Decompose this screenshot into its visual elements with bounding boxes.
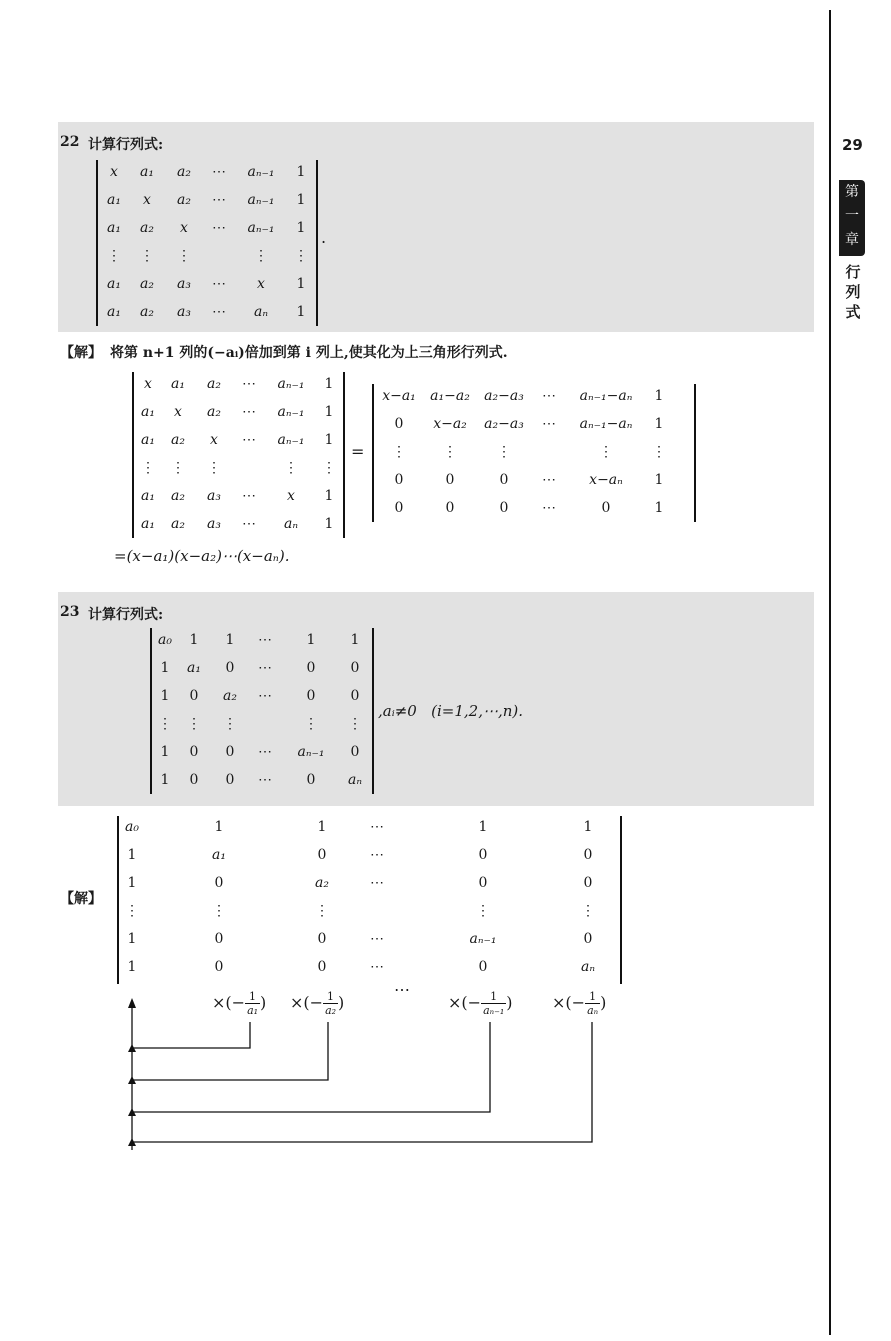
matrix-cell: a₁ [107,192,121,208]
matrix-cell: ⋮ [294,248,308,264]
matrix-cell: a₂ [177,192,191,208]
matrix-cell: a₀ [125,819,139,835]
multiplier-n-1: ×(− $\frac{1}{\text{aₙ₋₁}}$ ) [448,990,513,1017]
matrix-cell: a₁ [187,660,201,676]
matrix-cell: 0 [225,660,235,676]
matrix-cell: aₙ [283,516,299,532]
arrow-line-1 [132,1022,250,1048]
matrix-cell: 1 [127,931,137,947]
matrix-cell: ⋮ [254,248,268,264]
matrix-cell: ⋮ [187,716,201,732]
q23-prompt: 计算行列式: [88,607,164,623]
matrix-cell: a₁ [107,304,121,320]
matrix-cell: ⋯ [258,660,272,676]
matrix-cell: a₂ [315,875,329,891]
matrix-cell: 0 [583,847,593,863]
matrix-cell: x−aₙ [589,472,623,488]
matrix-cell: a₁ [141,488,155,504]
matrix-cell: a₃ [177,276,191,292]
q23-solution-tag: 【解】 [60,891,102,907]
matrix-cell: ⋯ [370,931,384,947]
chapter-char: 章 [845,232,859,248]
matrix-cell: 0 [445,472,455,488]
matrix-cell: ⋮ [476,903,490,919]
matrix-cell: aₙ₋₁ [247,220,275,236]
matrix-cell: 0 [225,772,235,788]
matrix-cell: a₂ [207,376,221,392]
q22-end-mark: . [321,228,327,247]
page-number: 29 [842,136,863,154]
matrix-cell: 1 [654,472,664,488]
matrix-cell: 1 [350,632,360,648]
matrix-cell: a₂ [171,516,185,532]
matrix-cell: 1 [654,416,664,432]
matrix-cell: ⋮ [599,444,613,460]
matrix-cell: 1 [324,404,334,420]
matrix-cell: 0 [499,472,509,488]
matrix-cell: ⋯ [370,875,384,891]
matrix-cell: 0 [478,847,488,863]
matrix-cell: 0 [445,500,455,516]
matrix-cell: 1 [296,220,306,236]
matrix-cell: a₂−a₃ [484,416,524,432]
matrix-cell: a₂−a₃ [484,388,524,404]
matrix-cell: 0 [394,416,404,432]
matrix-cell: ⋯ [542,388,556,404]
matrix-cell: a₃ [177,304,191,320]
matrix-cell: 1 [225,632,235,648]
matrix-cell: a₂ [140,304,154,320]
matrix-cell: ⋮ [322,460,336,476]
q22-prompt: 计算行列式: [88,137,164,153]
title-char: 行 [845,263,861,281]
matrix-cell: ⋯ [212,192,226,208]
matrix-cell: 0 [601,500,611,516]
matrix-cell: ⋯ [542,416,556,432]
matrix-cell: ⋮ [212,903,226,919]
matrix-cell: aₙ₋₁−aₙ [579,416,633,432]
matrix-cell: 0 [583,875,593,891]
matrix-cell: 0 [225,744,235,760]
matrix-cell: ⋯ [258,772,272,788]
matrix-cell: a₃ [207,488,221,504]
matrix-cell: 0 [214,875,224,891]
multiplier-n: ×(− $\frac{1}{\text{aₙ}}$ ) [552,990,607,1017]
matrix-cell: a₀ [158,632,172,648]
matrix-cell: 1 [160,744,170,760]
matrix-cell: 0 [317,847,327,863]
matrix-cell: 1 [317,819,327,835]
matrix-cell: ⋮ [125,903,139,919]
matrix-cell: a₂ [140,276,154,292]
q22-solution-text: 将第 n+1 列的(−aᵢ)倍加到第 i 列上,使其化为上三角形行列式. [110,345,508,361]
matrix-cell: ⋯ [258,688,272,704]
matrix-cell: ⋮ [652,444,666,460]
matrix-cell: a₁ [212,847,226,863]
matrix-cell: x−a₂ [433,416,467,432]
matrix-cell: aₙ₋₁ [247,164,275,180]
matrix-cell: ⋯ [242,376,256,392]
matrix-cell: aₙ [580,959,596,975]
matrix-cell: 1 [296,164,306,180]
matrix-cell: 0 [189,688,199,704]
matrix-cell: aₙ₋₁ [277,376,305,392]
matrix-cell: aₙ₋₁ [277,432,305,448]
matrix-cell: x [143,192,151,208]
q22-result: =(x−a₁)(x−a₂)⋯(x−aₙ). [114,547,290,565]
matrix-cell: x [210,432,218,448]
matrix-cell: 0 [306,660,316,676]
arrow-line-4 [132,1022,592,1142]
matrix-cell: ⋮ [392,444,406,460]
matrix-cell: 1 [296,304,306,320]
matrix-cell: ⋮ [107,248,121,264]
matrix-cell: 1 [160,688,170,704]
matrix-cell: 1 [324,516,334,532]
matrix-cell: ⋮ [140,248,154,264]
matrix-cell: ⋮ [207,460,221,476]
matrix-cell: aₙ [253,304,269,320]
matrix-cell: x [180,220,188,236]
matrix-cell: ⋮ [284,460,298,476]
matrix-cell: 1 [160,660,170,676]
matrix-cell: a₁ [107,220,121,236]
matrix-cell: ⋮ [497,444,511,460]
matrix-cell: ⋯ [370,959,384,975]
multiplier-1: ×(− $\frac{1}{\text{a₁}}$ ) [212,990,267,1017]
matrix-cell: ⋮ [177,248,191,264]
q22-solution-tag: 【解】 [60,345,102,361]
matrix-cell: a₁ [171,376,185,392]
matrix-cell: 1 [127,959,137,975]
matrix-cell: x [257,276,265,292]
matrix-cell: a₁ [141,404,155,420]
matrix-cell: 0 [214,931,224,947]
q23-condition: ,aᵢ≠0 (i=1,2,⋯,n). [378,702,524,720]
title-char: 式 [845,303,861,321]
matrix-cell: ⋯ [242,404,256,420]
matrix-cell: 1 [296,276,306,292]
matrix-cell: 0 [478,875,488,891]
title-char: 列 [845,283,861,301]
matrix-cell: 0 [350,744,360,760]
matrix-cell: aₙ₋₁ [247,192,275,208]
matrix-cell: ⋯ [258,744,272,760]
matrix-cell: a₂ [171,432,185,448]
matrix-cell: ⋮ [443,444,457,460]
matrix-cell: a₂ [207,404,221,420]
chapter-char: 一 [845,208,859,224]
q22-number: 22 [60,134,80,150]
matrix-cell: ⋮ [315,903,329,919]
matrix-cell: ⋯ [242,432,256,448]
matrix-cell: ⋯ [542,500,556,516]
matrix-cell: 1 [324,432,334,448]
matrix-cell: 1 [324,376,334,392]
matrix-cell: 0 [499,500,509,516]
matrix-cell: 0 [306,772,316,788]
matrix-cell: ⋯ [542,472,556,488]
multiplier-ellipsis: ⋯ [394,980,410,999]
matrix-cell: ⋮ [348,716,362,732]
matrix-cell: ⋯ [258,632,272,648]
matrix-cell: 1 [296,192,306,208]
matrix-cell: 1 [214,819,224,835]
matrix-cell: ⋯ [242,488,256,504]
matrix-cell: aₙ₋₁ [277,404,305,420]
matrix-cell: ⋮ [304,716,318,732]
matrix-cell: ⋯ [370,819,384,835]
matrix-cell: 0 [317,959,327,975]
matrix-cell: ⋯ [212,276,226,292]
matrix-cell: 0 [478,959,488,975]
multiplier-2: ×(− $\frac{1}{\text{a₂}}$ ) [290,990,345,1017]
matrix-cell: ⋯ [370,847,384,863]
arrow-line-3 [132,1022,490,1112]
matrix-cell: x [287,488,295,504]
matrix-cell: 0 [394,472,404,488]
matrix-cell: x [174,404,182,420]
matrix-cell: ⋯ [212,164,226,180]
matrix-cell: 1 [189,632,199,648]
matrix-cell: ⋯ [242,516,256,532]
matrix-cell: a₁ [107,276,121,292]
matrix-cell: ⋯ [212,304,226,320]
matrix-cell: 0 [317,931,327,947]
matrix-cell: aₙ₋₁−aₙ [579,388,633,404]
arrow-head-top [128,998,136,1008]
q23-number: 23 [60,604,80,620]
matrix-cell: a₂ [223,688,237,704]
matrix-cell: ⋯ [212,220,226,236]
matrix-cell: x [144,376,152,392]
matrix-cell: 0 [350,660,360,676]
matrix-cell: a₃ [207,516,221,532]
matrix-cell: 1 [583,819,593,835]
matrix-cell: 0 [189,772,199,788]
matrix-cell: 1 [654,388,664,404]
matrix-cell: a₂ [177,164,191,180]
chapter-char: 第 [845,184,859,200]
q22-equals: = [351,442,365,461]
matrix-cell: ⋮ [171,460,185,476]
matrix-cell: 1 [127,847,137,863]
matrix-cell: aₙ₋₁ [297,744,325,760]
matrix-cell: 1 [160,772,170,788]
matrix-cell: 0 [306,688,316,704]
matrix-cell: a₁ [141,432,155,448]
matrix-cell: 0 [214,959,224,975]
matrix-cell: a₂ [171,488,185,504]
matrix-cell: aₙ [347,772,363,788]
matrix-cell: x [110,164,118,180]
matrix-cell: 1 [654,500,664,516]
matrix-cell: a₁ [141,516,155,532]
matrix-cell: 0 [394,500,404,516]
matrix-cell: 1 [324,488,334,504]
matrix-cell: 0 [189,744,199,760]
matrix-cell: aₙ₋₁ [469,931,497,947]
arrow-line-2 [132,1022,328,1080]
matrix-cell: 1 [127,875,137,891]
matrix-cell: 0 [350,688,360,704]
matrix-cell: x−a₁ [382,388,416,404]
matrix-cell: ⋮ [158,716,172,732]
matrix-cell: a₂ [140,220,154,236]
matrix-cell: 1 [306,632,316,648]
matrix-cell: ⋮ [581,903,595,919]
matrix-cell: 0 [583,931,593,947]
matrix-cell: a₁ [140,164,154,180]
matrix-cell: ⋮ [223,716,237,732]
matrix-cell: 1 [478,819,488,835]
matrix-cell: a₁−a₂ [430,388,470,404]
matrix-cell: ⋮ [141,460,155,476]
